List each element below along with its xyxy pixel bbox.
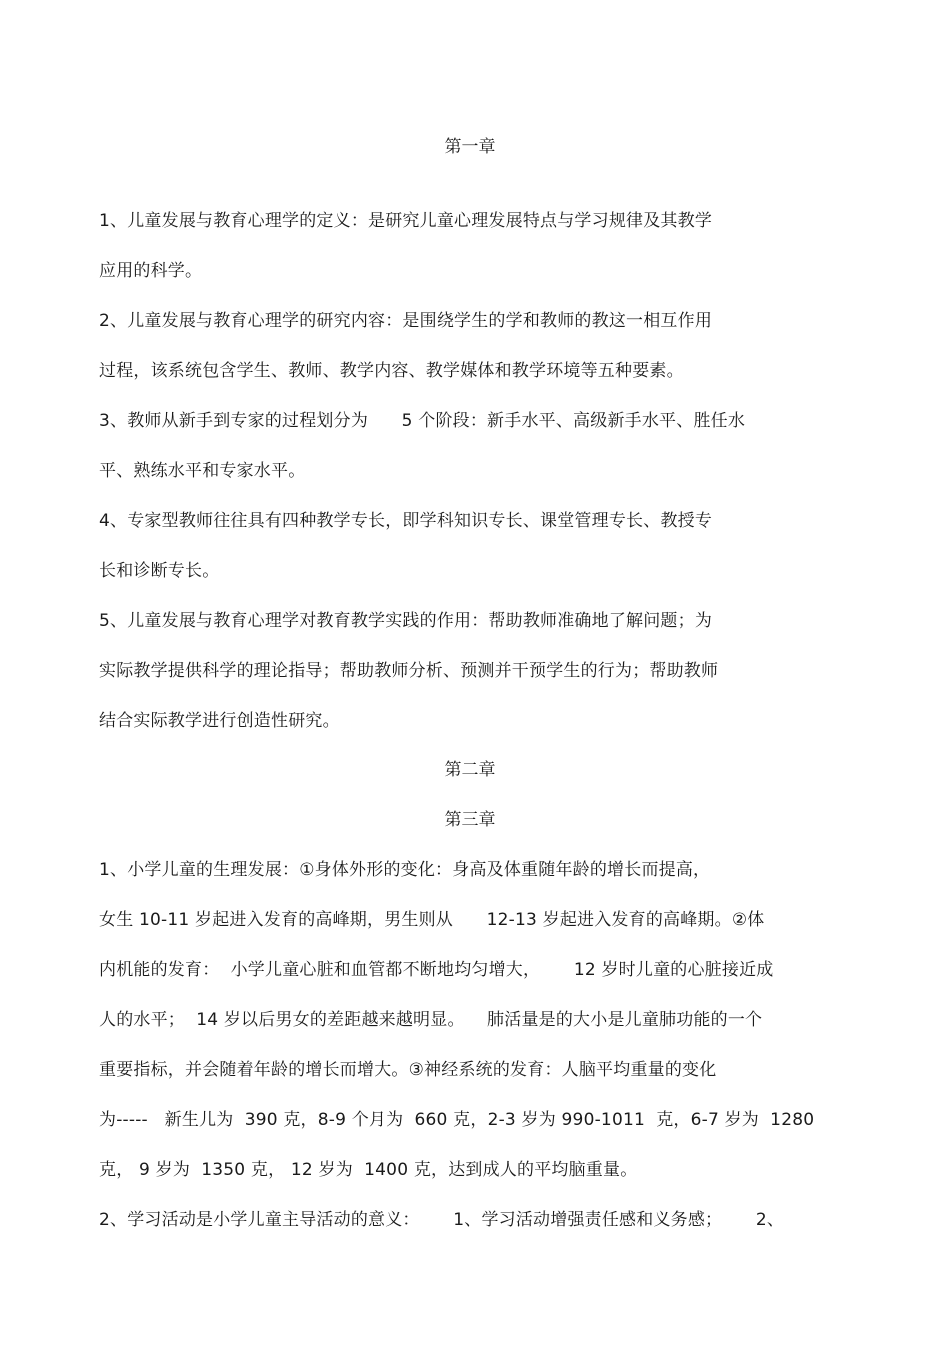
chapter-1-line-9: 5、儿童发展与教育心理学对教育教学实践的作用：帮助教师准确地了解问题；为 bbox=[99, 611, 713, 631]
chapter-1-line-3: 2、儿童发展与教育心理学的研究内容：是围绕学生的学和教师的教这一相互作用 bbox=[99, 311, 713, 331]
chapter-3-heading: 第三章 bbox=[444, 810, 496, 830]
chapter-3-line-3: 内机能的发育： 小学儿童心脏和血管都不断地均匀增大， 12 岁时儿童的心脏接近成 bbox=[99, 960, 774, 980]
chapter-3-line-2: 女生 10-11 岁起进入发育的高峰期，男生则从 12-13 岁起进入发育的高峰期。②体 bbox=[99, 910, 765, 930]
chapter-2-heading: 第二章 bbox=[444, 760, 496, 780]
chapter-3-line-7: 克， 9 岁为 1350 克， 12 岁为 1400 克，达到成人的平均脑重量。 bbox=[99, 1160, 638, 1180]
chapter-1-line-2: 应用的科学。 bbox=[99, 261, 203, 281]
chapter-1-line-7: 4、专家型教师往往具有四种教学专长，即学科知识专长、课堂管理专长、教授专 bbox=[99, 511, 713, 531]
chapter-3-line-5: 重要指标，并会随着年龄的增长而增大。③神经系统的发育：人脑平均重量的变化 bbox=[99, 1060, 717, 1080]
chapter-1-line-4: 过程，该系统包含学生、教师、教学内容、教学媒体和教学环境等五种要素。 bbox=[99, 361, 684, 381]
chapter-1-line-11: 结合实际教学进行创造性研究。 bbox=[99, 711, 340, 731]
chapter-1-heading: 第一章 bbox=[444, 137, 496, 157]
chapter-1-line-5: 3、教师从新手到专家的过程划分为 5 个阶段：新手水平、高级新手水平、胜任水 bbox=[99, 411, 746, 431]
chapter-3-line-4: 人的水平； 14 岁以后男女的差距越来越明显。 肺活量是的大小是儿童肺功能的一个 bbox=[99, 1010, 763, 1030]
chapter-1-line-6: 平、熟练水平和专家水平。 bbox=[99, 461, 306, 481]
chapter-3-line-8: 2、学习活动是小学儿童主导活动的意义： 1、学习活动增强责任感和义务感； 2、 bbox=[99, 1210, 785, 1230]
chapter-3-line-1: 1、小学儿童的生理发展：①身体外形的变化：身高及体重随年龄的增长而提高， bbox=[99, 860, 711, 880]
chapter-1-line-10: 实际教学提供科学的理论指导；帮助教师分析、预测并干预学生的行为；帮助教师 bbox=[99, 661, 719, 681]
chapter-1-line-1: 1、儿童发展与教育心理学的定义：是研究儿童心理发展特点与学习规律及其教学 bbox=[99, 211, 713, 231]
chapter-1-line-8: 长和诊断专长。 bbox=[99, 561, 220, 581]
chapter-3-line-6: 为----- 新生儿为 390 克，8-9 个月为 660 克，2-3 岁为 990-1011 克，6-7 岁为 1280 bbox=[99, 1110, 815, 1130]
